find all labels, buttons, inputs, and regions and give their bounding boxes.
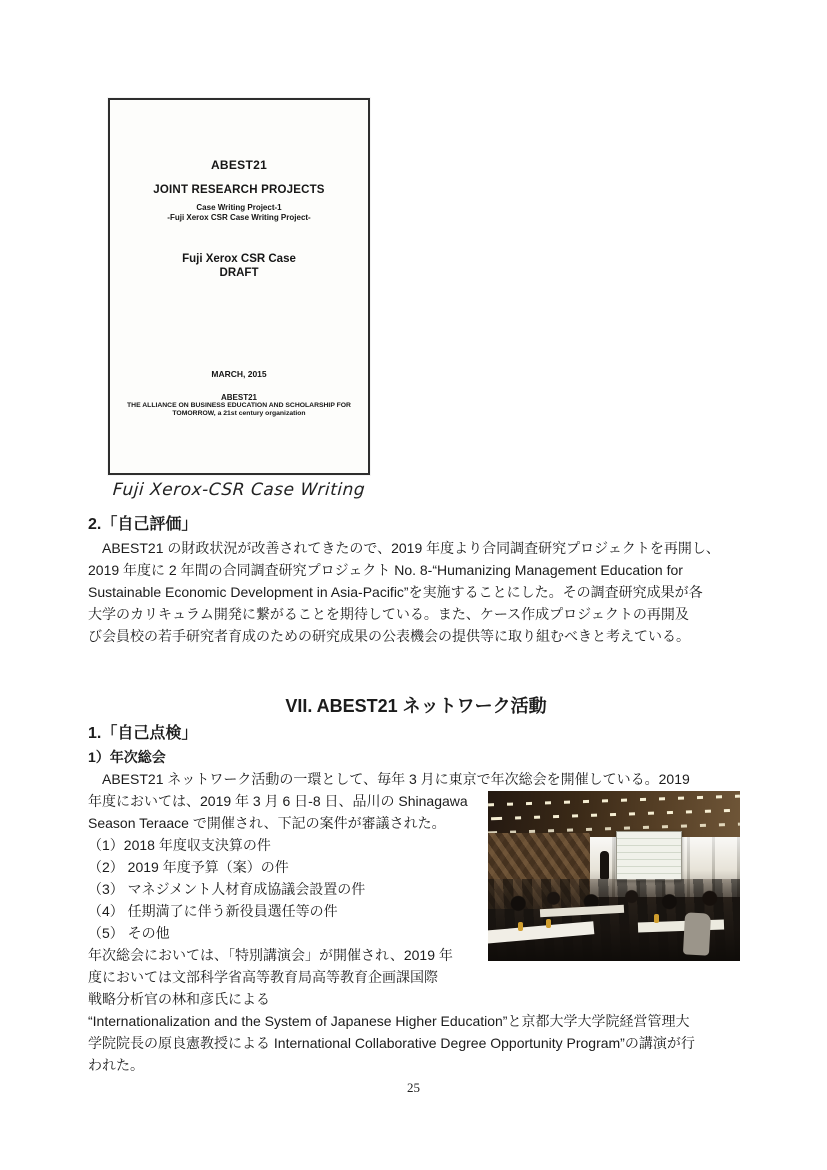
cover-draft-label: DRAFT	[219, 267, 259, 279]
report-cover-image	[108, 98, 370, 475]
agenda-item: （5） その他	[88, 925, 170, 941]
photo-bottle	[518, 922, 523, 931]
section7-wrap-line: 年度においては、2019 年 3 月 6 日-8 日、品川の Shinagawa	[88, 793, 468, 809]
cover-org-name: ABEST21	[220, 393, 257, 402]
section7-wrap-line: 度においては文部科学省高等教育局高等教育企画課国際	[88, 969, 438, 985]
section2-line: び会員校の若手研究者育成のための研究成果の公表機会の提供等に取り組むべきと考えている。	[88, 628, 690, 644]
agenda-item: （2） 2019 年度予算（案）の件	[88, 859, 289, 875]
cover-caption: Fuji Xerox-CSR Case Writing	[112, 480, 366, 500]
photo-bottle	[654, 914, 659, 923]
section2-line: ABEST21 の財政状況が改善されてきたので、2019 年度より合同調査研究プロジェクトを再開し、	[88, 540, 720, 556]
cover-case-title: Fuji Xerox CSR Case	[182, 253, 296, 265]
section2-line: Sustainable Economic Development in Asia-Pacific”を実施することにした。その調査研究成果が各	[88, 584, 703, 600]
section7-wrap-line: 年次総会においては、「特別講演会」が開催され、2019 年	[88, 947, 453, 963]
section2-line: 2019 年度に 2 年間の合同調査研究プロジェクト No. 8-“Humanizing Management Education for	[88, 562, 683, 578]
agenda-item: （1）2018 年度収支決算の件	[88, 837, 271, 853]
photo-projection-screen	[616, 831, 682, 881]
section7-subheading-1: 1.「自己点検」	[88, 725, 198, 742]
annual-meeting-photo	[488, 791, 740, 961]
section7-heading: VII. ABEST21 ネットワーク活動	[285, 696, 547, 716]
section7-subheading-2: 1）年次総会	[88, 749, 166, 765]
section7-tail-line: “Internationalization and the System of Japanese Higher Education”と京都大学大学院経営管理大	[88, 1013, 690, 1029]
page-number: 25	[407, 1080, 420, 1095]
agenda-item: （4） 任期満了に伴う新役員選任等の件	[88, 903, 338, 919]
cover-project-line2: -Fuji Xerox CSR Case Writing Project-	[167, 213, 311, 222]
photo-bottle	[546, 919, 551, 928]
section7-tail-line: 学院院長の原良憲教授による International Collaborative Degree Opportunity Program”の講演が行	[88, 1035, 695, 1051]
cover-project-line1: Case Writing Project-1	[196, 203, 282, 212]
agenda-item: （3） マネジメント人材育成協議会設置の件	[88, 881, 366, 897]
photo-coat-on-chair	[683, 912, 711, 955]
section7-intro-line: ABEST21 ネットワーク活動の一環として、毎年 3 月に東京で年次総会を開催している。2019	[88, 771, 690, 787]
cover-org-line2: TOMORROW, a 21st century organization	[172, 410, 306, 417]
section7-wrap-line: Season Teraace で開催され、下記の案件が審議された。	[88, 815, 446, 831]
cover-date: MARCH, 2015	[211, 369, 267, 379]
cover-subtitle: JOINT RESEARCH PROJECTS	[153, 184, 325, 196]
section7-tail-line: われた。	[88, 1057, 144, 1073]
photo-presenter-figure	[600, 851, 609, 879]
section2-line: 大学のカリキュラム開発に繋がることを期待している。また、ケース作成プロジェクトの再開及	[88, 606, 689, 622]
cover-org-line1: THE ALLIANCE ON BUSINESS EDUCATION AND SCHOLARSHIP FOR	[127, 402, 351, 409]
section7-wrap-line: 戦略分析官の林和彦氏による	[88, 991, 270, 1007]
cover-title: ABEST21	[210, 158, 268, 172]
section2-heading: 2.「自己評価」	[88, 516, 198, 533]
